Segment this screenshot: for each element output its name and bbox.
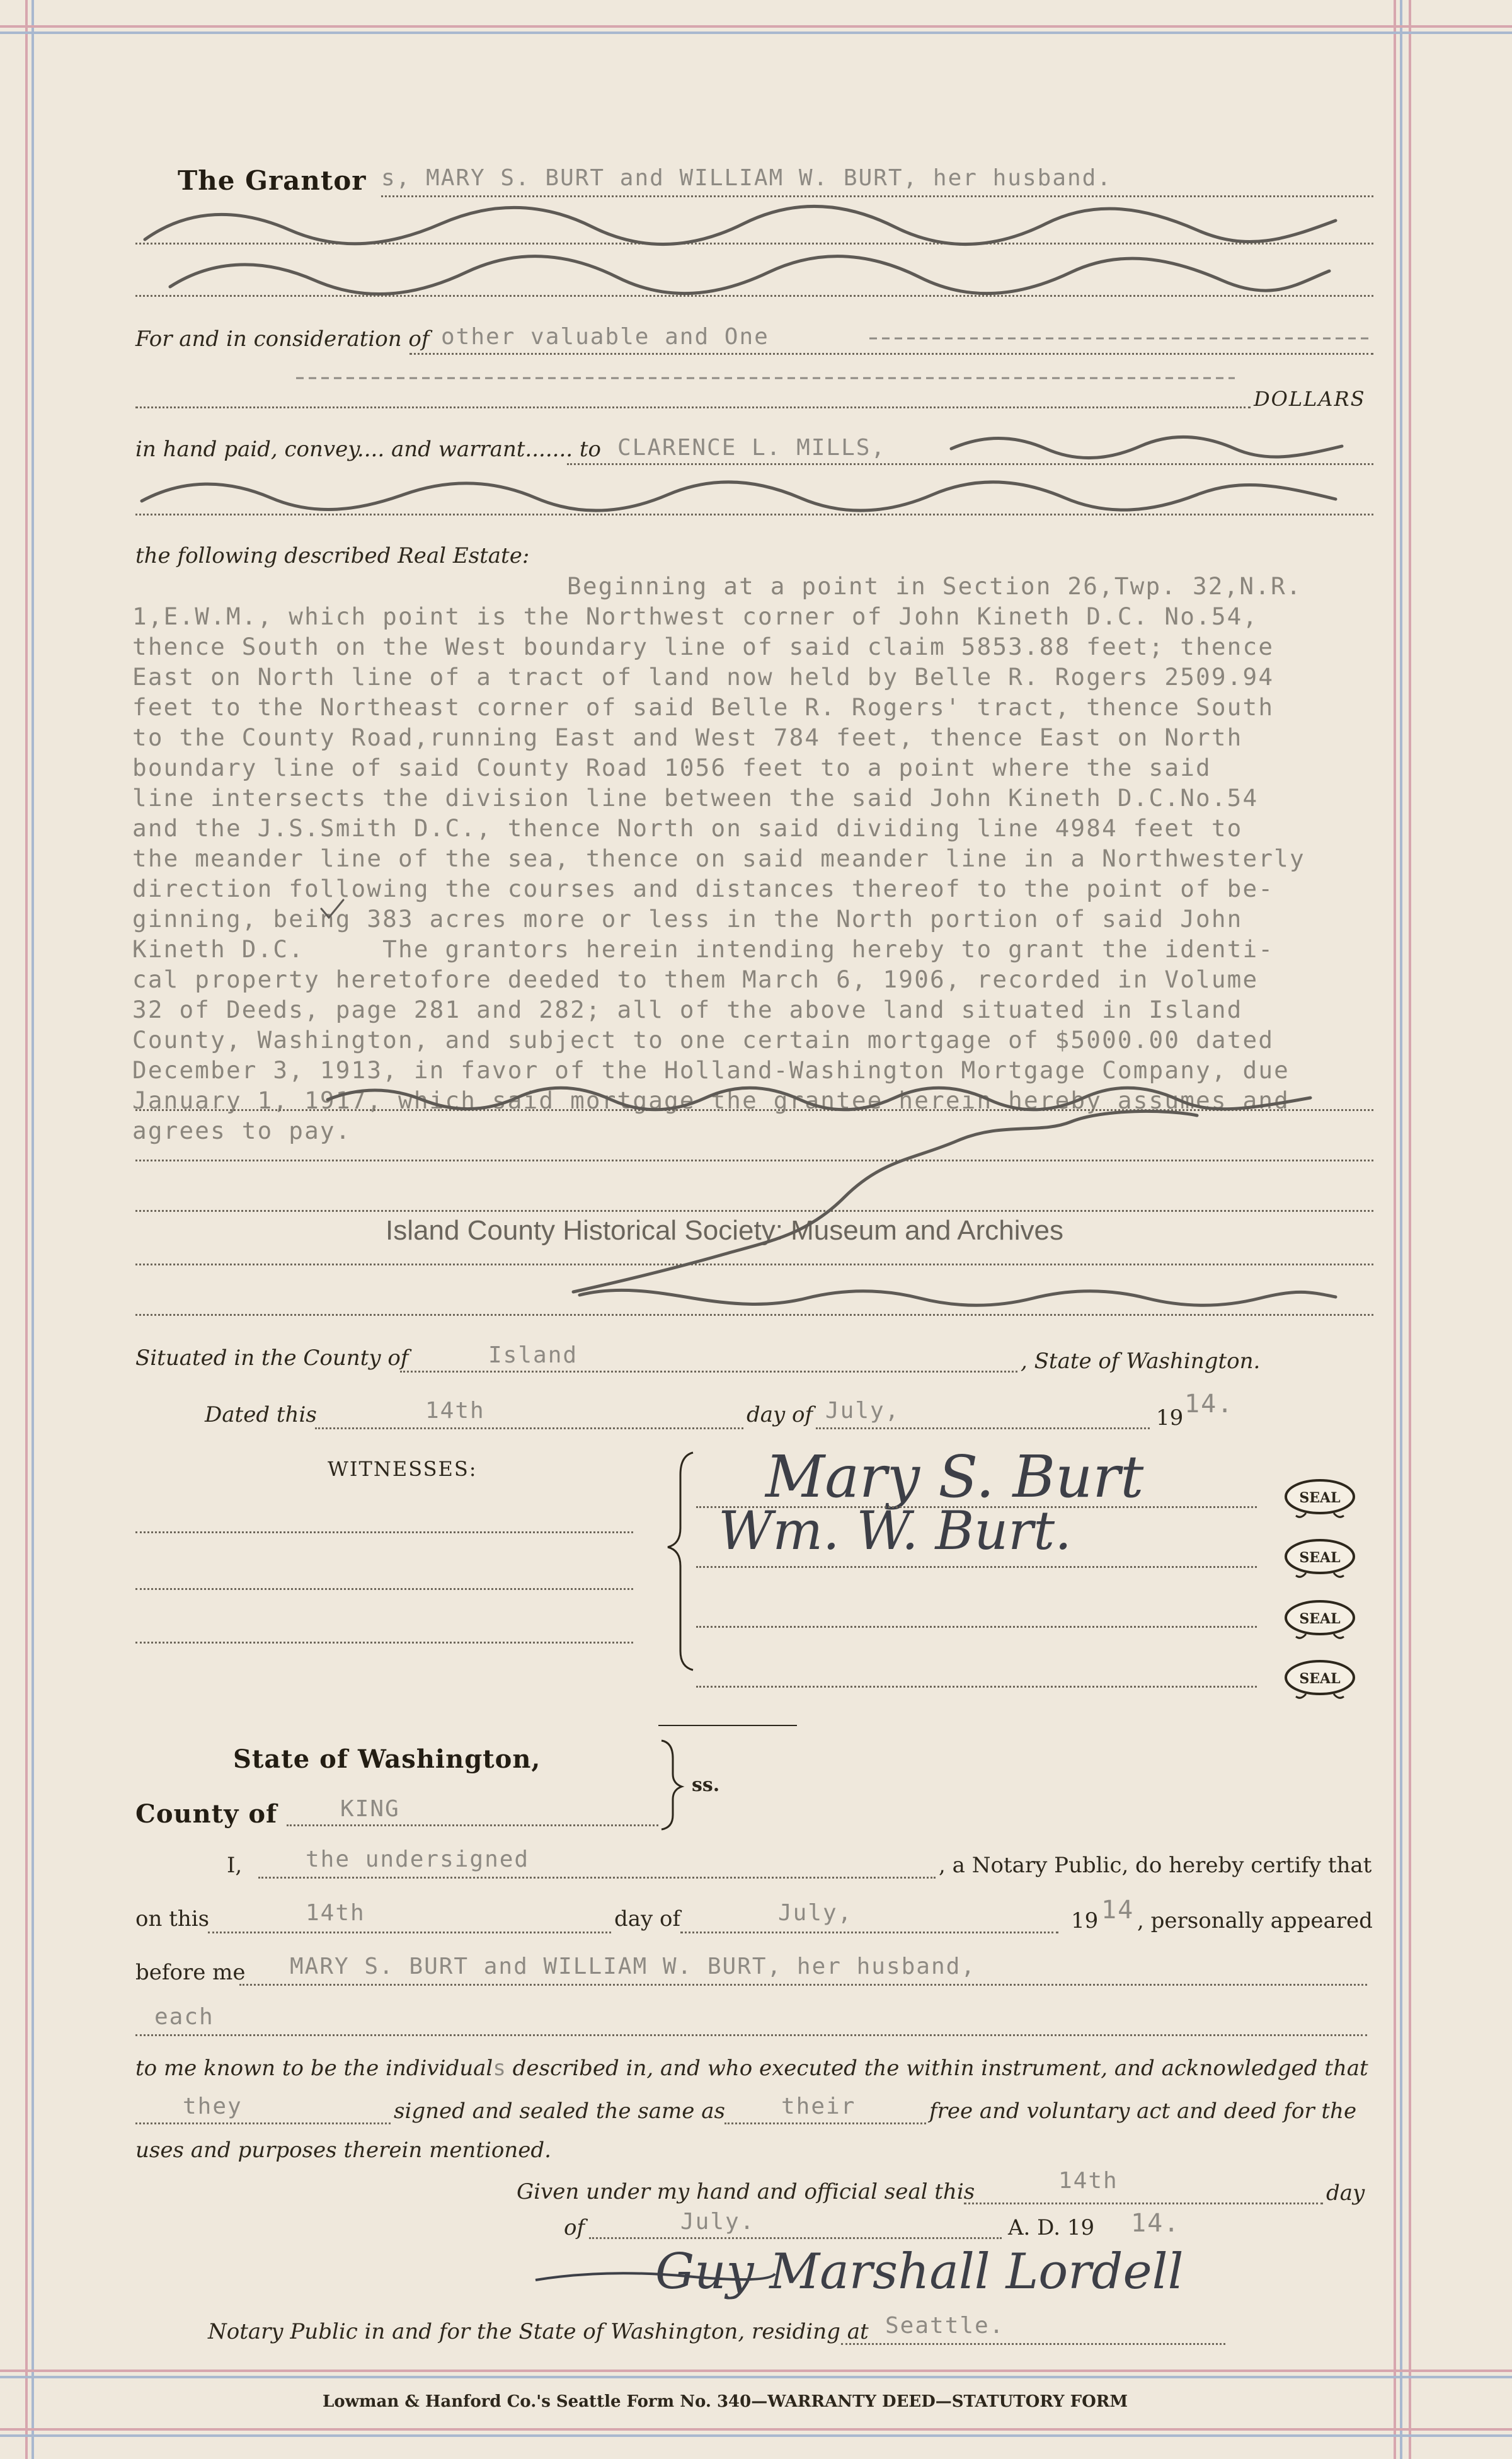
description-line: and the J.S.Smith D.C., thence North on said dividing line 4984 feet to (132, 814, 1243, 842)
notary-title: , a Notary Public, do hereby certify that (939, 1853, 1372, 1878)
i-label: I, (227, 1853, 243, 1878)
given-day: 14th (1058, 2168, 1118, 2194)
notary-county-line (287, 1824, 658, 1826)
notary-name: the undersigned (306, 1846, 530, 1872)
ad-label: A. D. 19 (1008, 2215, 1095, 2240)
notary-state-label: State of Washington, (233, 1744, 541, 1774)
known-text (135, 2056, 1368, 2081)
archive-watermark: Island County Historical Society: Museum and Archives (386, 1215, 1064, 1246)
residing-label: Notary Public in and for the State of Washington, residing at (208, 2319, 869, 2344)
free-label: free and voluntary act and deed for the (929, 2099, 1357, 2124)
consideration-label: For and in consideration of (135, 326, 430, 352)
given-year: 14. (1131, 2209, 1181, 2238)
signature-bracket (668, 1453, 693, 1670)
county-line (400, 1371, 1017, 1373)
county-label: Situated in the County of (135, 1345, 409, 1371)
residing-line (841, 2343, 1225, 2345)
witness-line (135, 1642, 633, 1644)
appeared-persons: MARY S. BURT and WILLIAM W. BURT, her husband, (290, 1954, 976, 1979)
persons-line (239, 1984, 1367, 1986)
description-line: December 3, 1913, in favor of the Holland-Washington Mortgage Company, due (132, 1056, 1290, 1084)
signature-line (696, 1626, 1257, 1628)
seal-icon (1282, 1538, 1358, 1582)
form-footer: Lowman & Hanford Co.'s Seattle Form No. 340—WARRANTY DEED—STATUTORY FORM (323, 2392, 1128, 2411)
squiggle-stroke (142, 482, 1336, 510)
ss-label: ss. (692, 1774, 720, 1796)
signature-william-burt: Wm. W. Burt. (718, 1500, 1072, 1562)
notary-year: 14 (1101, 1896, 1135, 1925)
county-value: Island (488, 1342, 578, 1368)
grantor-label: The Grantor (178, 165, 367, 196)
signature-line (696, 1506, 1257, 1508)
description-line: East on North line of a tract of land now held by Belle R. Rogers 2509.94 (132, 663, 1274, 691)
seal-icon (1282, 1478, 1358, 1522)
known-suffix: s (493, 2056, 506, 2081)
residing-value: Seattle. (885, 2313, 1005, 2339)
given-month: July. (680, 2209, 755, 2235)
dated-day: 14th (425, 1398, 485, 1424)
witness-line (135, 1588, 633, 1590)
witnesses-label: WITNESSES: (328, 1457, 478, 1481)
signature-line (696, 1566, 1257, 1568)
before-me-label: before me (135, 1960, 246, 1985)
description-line: Beginning at a point in Section 26,Twp. 32,N.R. (567, 572, 1302, 600)
description-line: direction following the courses and distances thereof to the point of be- (132, 875, 1274, 902)
seal-text: SEAL (1299, 1490, 1341, 1506)
signature-flourish (529, 2262, 781, 2294)
check-mark (321, 900, 343, 918)
description-line: ginning, being 383 acres more or less in the North portion of said John (132, 905, 1243, 933)
squiggle-stroke (573, 1111, 1197, 1292)
description-line: 1,E.W.M., which point is the Northwest corner of John Kineth D.C. No.54, (132, 602, 1259, 630)
they-line (135, 2122, 391, 2124)
squiggle-stroke (580, 1290, 1336, 1305)
day-of-label: day of (747, 1402, 813, 1427)
seal-icon (1282, 1659, 1358, 1703)
given-month-line (589, 2237, 1002, 2239)
ss-bracket (662, 1741, 682, 1829)
real-estate-label: the following described Real Estate: (135, 543, 530, 568)
description-line: thence South on the West boundary line of said claim 5853.88 feet; thence (132, 633, 1274, 660)
squiggle-stroke (328, 1088, 1310, 1110)
notary-name-line (258, 1877, 936, 1879)
each-value: each (154, 2004, 214, 2030)
description-line: 32 of Deeds, page 281 and 282; all of the above land situated in Island (132, 996, 1243, 1023)
signature-line (696, 1686, 1257, 1688)
known-text-part-2: described in, and who executed the within instrument, and acknowledged that (512, 2056, 1368, 2081)
squiggle-stroke (951, 437, 1342, 458)
uses-label: uses and purposes therein mentioned. (135, 2138, 551, 2163)
state-suffix: , State of Washington. (1021, 1349, 1261, 1374)
notary-county-label: County of (135, 1799, 278, 1829)
seal-icon (1282, 1599, 1358, 1643)
notary-day-line (208, 1932, 611, 1933)
notary-day-of-label: day of (614, 1906, 681, 1932)
witness-line (135, 1531, 633, 1533)
appeared-label: , personally appeared (1137, 1908, 1373, 1933)
squiggle-stroke (170, 256, 1329, 294)
each-line (135, 2034, 1367, 2036)
notary-signature: Guy Marshall Lordell (655, 2243, 1184, 2300)
seal-text: SEAL (1299, 1671, 1341, 1687)
grantor-value: s, MARY S. BURT and WILLIAM W. BURT, her husband. (381, 165, 1113, 191)
grantee-value: CLARENCE L. MILLS, (617, 435, 886, 461)
description-line: agrees to pay. (132, 1117, 352, 1144)
their-value: their (781, 2093, 856, 2119)
dated-month-line (816, 1427, 1150, 1429)
year-prefix: 19 (1156, 1405, 1184, 1431)
on-this-label: on this (135, 1906, 210, 1932)
their-line (724, 2122, 926, 2124)
notary-year-prefix: 19 (1071, 1908, 1099, 1933)
seal-text: SEAL (1299, 1550, 1341, 1566)
notary-county-value: KING (340, 1796, 400, 1822)
consideration-value: other valuable and One (441, 324, 769, 350)
description-line: line intersects the division line between the said John Kineth D.C.No.54 (132, 784, 1259, 812)
description-line: the meander line of the sea, thence on said meander line in a Northwesterly (132, 844, 1305, 872)
description-line: January 1, 1917, which said mortgage the grantee herein hereby assumes and (132, 1086, 1290, 1114)
signature-mary-burt: Mary S. Burt (765, 1443, 1144, 1511)
dated-month: July, (825, 1398, 900, 1424)
of-label: of (564, 2215, 585, 2240)
signed-label: signed and sealed the same as (394, 2099, 725, 2124)
squiggle-stroke (145, 206, 1336, 244)
given-day-label: day (1326, 2180, 1365, 2206)
description-line: County, Washington, and subject to one certain mortgage of $5000.00 dated (132, 1026, 1274, 1054)
dated-year: 14. (1184, 1390, 1234, 1419)
given-label: Given under my hand and official seal this (517, 2179, 975, 2204)
description-line: to the County Road,running East and West 784 feet, thence East on North (132, 723, 1243, 751)
description-line: feet to the Northeast corner of said Belle R. Rogers' tract, thence South (132, 693, 1274, 721)
dated-day-line (315, 1427, 743, 1429)
description-line: cal property heretofore deeded to them March 6, 1906, recorded in Volume (132, 965, 1259, 993)
dated-label: Dated this (205, 1402, 317, 1427)
convey-label: in hand paid, convey.... and warrant....... to (135, 437, 602, 462)
notary-month: July, (778, 1900, 853, 1926)
given-day-line (964, 2203, 1323, 2204)
description-line: boundary line of said County Road 1056 feet to a point where the said (132, 754, 1211, 781)
description-line: Kineth D.C. The grantors herein intending hereby to grant the identi- (132, 935, 1274, 963)
dollars-label: DOLLARS (1254, 387, 1366, 411)
they-value: they (183, 2093, 243, 2119)
known-text-part: to me known to be the individual (135, 2056, 493, 2081)
seal-text: SEAL (1299, 1611, 1341, 1627)
notary-month-line (680, 1932, 1058, 1933)
notary-day: 14th (306, 1900, 365, 1926)
